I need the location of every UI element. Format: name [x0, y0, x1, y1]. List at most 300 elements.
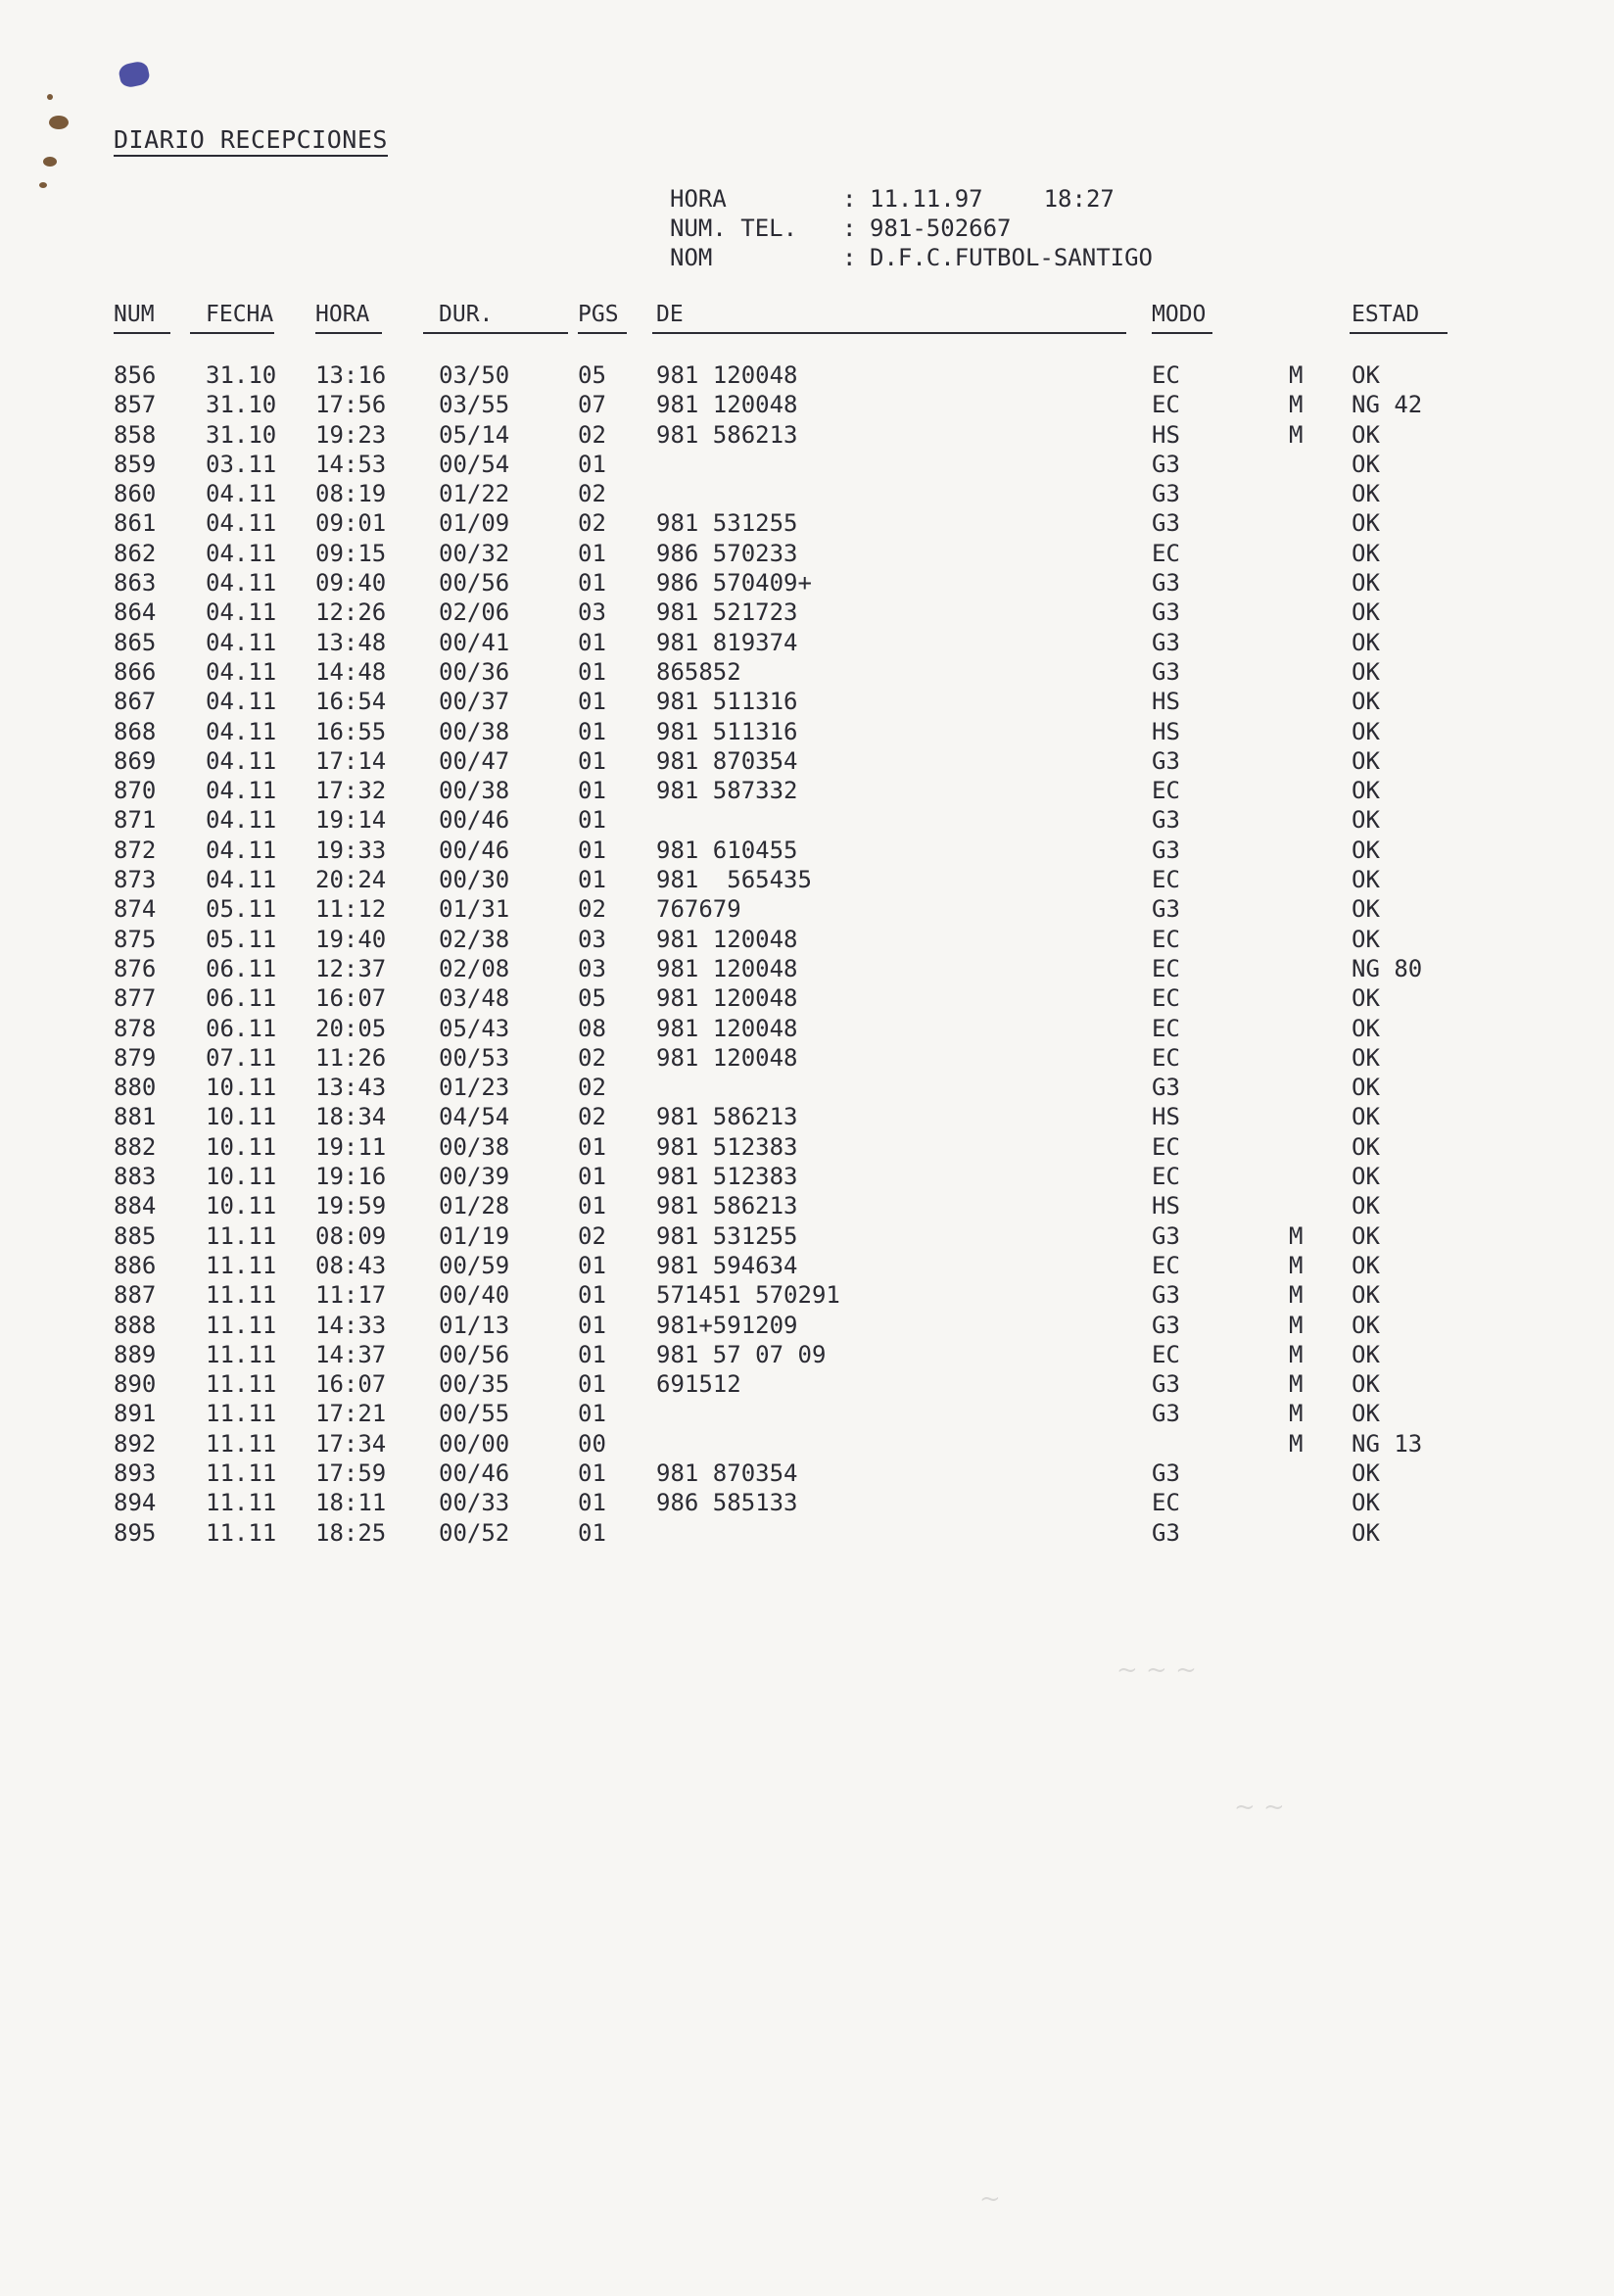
cell-modo: G3	[1152, 569, 1180, 598]
cell-fecha: 04.11	[206, 657, 277, 686]
table-row	[0, 509, 1614, 539]
cell-hora: 14:53	[315, 450, 387, 478]
cell-num: 857	[114, 391, 157, 419]
cell-num: 883	[114, 1163, 157, 1191]
cell-num: 868	[114, 717, 157, 745]
cell-estad: OK	[1352, 1251, 1380, 1279]
cell-de: 981 511316	[656, 717, 798, 745]
cell-dur: 00/30	[439, 866, 510, 894]
cell-de: 981 57 07 09	[656, 1340, 827, 1368]
cell-m: M	[1289, 361, 1304, 389]
cell-fecha: 31.10	[206, 391, 277, 419]
cell-num: 872	[114, 836, 157, 864]
cell-pgs: 02	[578, 1043, 606, 1072]
cell-num: 884	[114, 1192, 157, 1220]
cell-pgs: 01	[578, 1370, 606, 1399]
info-separator: :	[842, 185, 857, 213]
table-row	[0, 451, 1614, 480]
cell-modo: HS	[1152, 717, 1180, 745]
cell-pgs: 01	[578, 746, 606, 775]
cell-pgs: 01	[578, 628, 606, 656]
cell-de: 571451 570291	[656, 1281, 840, 1310]
table-row	[0, 1044, 1614, 1074]
cell-fecha: 04.11	[206, 746, 277, 775]
cell-num: 881	[114, 1103, 157, 1131]
cell-fecha: 07.11	[206, 1043, 277, 1072]
cell-de: 981 587332	[656, 777, 798, 805]
cell-dur: 00/38	[439, 717, 510, 745]
cell-estad: OK	[1352, 1518, 1380, 1547]
cell-estad: OK	[1352, 746, 1380, 775]
cell-pgs: 01	[578, 569, 606, 598]
table-row	[0, 866, 1614, 895]
info-value: 981-502667	[870, 215, 1012, 242]
punch-hole-mark	[43, 157, 57, 167]
cell-de: 981 120048	[656, 954, 798, 982]
cell-de: 981 120048	[656, 361, 798, 389]
cell-hora: 11:12	[315, 895, 387, 924]
cell-num: 891	[114, 1400, 157, 1428]
report-title: DIARIO RECEPCIONES	[114, 125, 388, 157]
cell-estad: OK	[1352, 480, 1380, 508]
cell-hora: 16:07	[315, 1370, 387, 1399]
cell-modo: HS	[1152, 688, 1180, 716]
cell-hora: 14:33	[315, 1311, 387, 1339]
cell-estad: OK	[1352, 866, 1380, 894]
table-row	[0, 391, 1614, 420]
cell-modo: G3	[1152, 1370, 1180, 1399]
cell-dur: 00/59	[439, 1251, 510, 1279]
column-header-num: NUM	[114, 302, 155, 327]
cell-pgs: 01	[578, 717, 606, 745]
cell-num: 894	[114, 1489, 157, 1517]
cell-modo: EC	[1152, 1043, 1180, 1072]
cell-modo: EC	[1152, 866, 1180, 894]
cell-fecha: 04.11	[206, 806, 277, 835]
cell-modo: EC	[1152, 1251, 1180, 1279]
header-underline	[114, 332, 170, 334]
cell-m: M	[1289, 1429, 1304, 1458]
cell-hora: 18:25	[315, 1518, 387, 1547]
table-row	[0, 1430, 1614, 1459]
cell-modo: G3	[1152, 628, 1180, 656]
cell-de: 981 521723	[656, 598, 798, 627]
cell-fecha: 04.11	[206, 480, 277, 508]
cell-num: 859	[114, 450, 157, 478]
cell-fecha: 31.10	[206, 361, 277, 389]
cell-dur: 04/54	[439, 1103, 510, 1131]
cell-estad: OK	[1352, 688, 1380, 716]
cell-modo: EC	[1152, 925, 1180, 953]
cell-num: 869	[114, 746, 157, 775]
cell-de: 986 570409+	[656, 569, 812, 598]
cell-num: 862	[114, 539, 157, 567]
cell-fecha: 31.10	[206, 420, 277, 449]
cell-estad: NG 42	[1352, 391, 1423, 419]
cell-fecha: 11.11	[206, 1370, 277, 1399]
cell-estad: OK	[1352, 895, 1380, 924]
cell-fecha: 04.11	[206, 688, 277, 716]
cell-m: M	[1289, 391, 1304, 419]
cell-num: 875	[114, 925, 157, 953]
cell-dur: 02/06	[439, 598, 510, 627]
cell-hora: 17:32	[315, 777, 387, 805]
cell-hora: 16:07	[315, 984, 387, 1013]
cell-modo: EC	[1152, 1163, 1180, 1191]
cell-estad: OK	[1352, 1014, 1380, 1042]
cell-modo: G3	[1152, 746, 1180, 775]
cell-estad: OK	[1352, 657, 1380, 686]
cell-de: 981 586213	[656, 1103, 798, 1131]
table-row	[0, 1222, 1614, 1252]
cell-hora: 14:37	[315, 1340, 387, 1368]
header-underline	[190, 332, 274, 334]
cell-hora: 17:21	[315, 1400, 387, 1428]
cell-modo: G3	[1152, 509, 1180, 538]
info-value: 11.11.97	[870, 185, 983, 213]
cell-estad: OK	[1352, 1459, 1380, 1487]
cell-num: 863	[114, 569, 157, 598]
cell-fecha: 11.11	[206, 1281, 277, 1310]
cell-dur: 01/31	[439, 895, 510, 924]
cell-dur: 05/14	[439, 420, 510, 449]
cell-de: 767679	[656, 895, 741, 924]
bleed-through-text: ~ ~	[1234, 1793, 1285, 1822]
table-row	[0, 806, 1614, 836]
cell-pgs: 01	[578, 539, 606, 567]
cell-fecha: 10.11	[206, 1132, 277, 1161]
cell-pgs: 01	[578, 777, 606, 805]
cell-estad: NG 13	[1352, 1429, 1423, 1458]
cell-num: 876	[114, 954, 157, 982]
cell-modo: EC	[1152, 954, 1180, 982]
header-underline	[652, 332, 1126, 334]
cell-m: M	[1289, 1281, 1304, 1310]
table-row	[0, 1341, 1614, 1370]
cell-dur: 00/52	[439, 1518, 510, 1547]
cell-num: 892	[114, 1429, 157, 1458]
cell-hora: 19:40	[315, 925, 387, 953]
cell-fecha: 03.11	[206, 450, 277, 478]
cell-num: 888	[114, 1311, 157, 1339]
cell-dur: 01/09	[439, 509, 510, 538]
cell-num: 873	[114, 866, 157, 894]
cell-hora: 08:09	[315, 1221, 387, 1250]
cell-dur: 02/08	[439, 954, 510, 982]
cell-pgs: 01	[578, 1489, 606, 1517]
cell-estad: OK	[1352, 509, 1380, 538]
cell-estad: OK	[1352, 1163, 1380, 1191]
table-row	[0, 837, 1614, 866]
cell-fecha: 11.11	[206, 1340, 277, 1368]
cell-num: 878	[114, 1014, 157, 1042]
cell-hora: 19:23	[315, 420, 387, 449]
table-row	[0, 777, 1614, 806]
cell-fecha: 10.11	[206, 1103, 277, 1131]
cell-dur: 01/22	[439, 480, 510, 508]
table-row	[0, 540, 1614, 569]
table-row	[0, 747, 1614, 777]
cell-pgs: 01	[578, 1400, 606, 1428]
table-row	[0, 1370, 1614, 1400]
cell-m: M	[1289, 420, 1304, 449]
cell-de: 981+591209	[656, 1311, 798, 1339]
cell-pgs: 01	[578, 1340, 606, 1368]
cell-de: 981 120048	[656, 925, 798, 953]
table-row	[0, 1489, 1614, 1518]
info-row	[670, 214, 1153, 243]
cell-num: 882	[114, 1132, 157, 1161]
cell-estad: OK	[1352, 836, 1380, 864]
cell-modo: EC	[1152, 1132, 1180, 1161]
cell-estad: OK	[1352, 1132, 1380, 1161]
cell-num: 895	[114, 1518, 157, 1547]
info-row	[670, 243, 1153, 272]
cell-fecha: 11.11	[206, 1221, 277, 1250]
cell-estad: OK	[1352, 1370, 1380, 1399]
column-header-de: DE	[656, 302, 684, 327]
cell-dur: 00/47	[439, 746, 510, 775]
cell-modo: G3	[1152, 1518, 1180, 1547]
cell-modo: EC	[1152, 361, 1180, 389]
cell-de: 981 512383	[656, 1163, 798, 1191]
cell-dur: 01/23	[439, 1074, 510, 1102]
cell-modo: EC	[1152, 539, 1180, 567]
report-info-block	[670, 184, 1153, 272]
cell-fecha: 06.11	[206, 954, 277, 982]
cell-hora: 19:11	[315, 1132, 387, 1161]
cell-num: 886	[114, 1251, 157, 1279]
table-row	[0, 1519, 1614, 1549]
cell-pgs: 07	[578, 391, 606, 419]
cell-de: 981 531255	[656, 1221, 798, 1250]
cell-num: 865	[114, 628, 157, 656]
cell-dur: 03/55	[439, 391, 510, 419]
cell-modo: G3	[1152, 598, 1180, 627]
table-row	[0, 1015, 1614, 1044]
cell-m: M	[1289, 1251, 1304, 1279]
cell-hora: 12:26	[315, 598, 387, 627]
cell-de: 981 819374	[656, 628, 798, 656]
cell-dur: 00/56	[439, 1340, 510, 1368]
cell-fecha: 11.11	[206, 1518, 277, 1547]
cell-dur: 00/33	[439, 1489, 510, 1517]
cell-pgs: 02	[578, 1103, 606, 1131]
cell-num: 879	[114, 1043, 157, 1072]
column-header-modo: MODO	[1152, 302, 1207, 327]
cell-de: 981 511316	[656, 688, 798, 716]
cell-num: 885	[114, 1221, 157, 1250]
cell-estad: OK	[1352, 1043, 1380, 1072]
cell-dur: 00/36	[439, 657, 510, 686]
cell-estad: OK	[1352, 1400, 1380, 1428]
cell-dur: 00/46	[439, 806, 510, 835]
cell-pgs: 01	[578, 1518, 606, 1547]
cell-modo: EC	[1152, 777, 1180, 805]
cell-num: 877	[114, 984, 157, 1013]
cell-dur: 00/39	[439, 1163, 510, 1191]
cell-hora: 09:40	[315, 569, 387, 598]
header-underline	[578, 332, 627, 334]
cell-de: 691512	[656, 1370, 741, 1399]
cell-fecha: 11.11	[206, 1251, 277, 1279]
table-row	[0, 718, 1614, 747]
cell-modo: EC	[1152, 1489, 1180, 1517]
cell-fecha: 10.11	[206, 1192, 277, 1220]
cell-hora: 12:37	[315, 954, 387, 982]
cell-pgs: 01	[578, 1251, 606, 1279]
cell-fecha: 10.11	[206, 1163, 277, 1191]
cell-num: 856	[114, 361, 157, 389]
cell-num: 880	[114, 1074, 157, 1102]
cell-hora: 08:19	[315, 480, 387, 508]
cell-pgs: 01	[578, 806, 606, 835]
cell-de: 986 585133	[656, 1489, 798, 1517]
cell-hora: 16:55	[315, 717, 387, 745]
cell-pgs: 01	[578, 657, 606, 686]
cell-dur: 00/38	[439, 1132, 510, 1161]
cell-estad: OK	[1352, 717, 1380, 745]
cell-de: 981 870354	[656, 1459, 798, 1487]
table-row	[0, 688, 1614, 717]
cell-fecha: 04.11	[206, 777, 277, 805]
table-row	[0, 955, 1614, 984]
cell-estad: OK	[1352, 361, 1380, 389]
cell-modo: G3	[1152, 806, 1180, 835]
cell-de: 981 120048	[656, 984, 798, 1013]
table-header	[0, 302, 1614, 335]
column-header-dur: DUR.	[439, 302, 494, 327]
cell-pgs: 02	[578, 420, 606, 449]
cell-dur: 01/13	[439, 1311, 510, 1339]
cell-pgs: 01	[578, 450, 606, 478]
cell-fecha: 11.11	[206, 1311, 277, 1339]
cell-pgs: 08	[578, 1014, 606, 1042]
cell-fecha: 05.11	[206, 895, 277, 924]
header-underline	[423, 332, 568, 334]
cell-fecha: 11.11	[206, 1429, 277, 1458]
cell-num: 889	[114, 1340, 157, 1368]
cell-pgs: 01	[578, 688, 606, 716]
cell-de: 981 586213	[656, 1192, 798, 1220]
reception-table-body	[0, 361, 1614, 1549]
cell-dur: 01/19	[439, 1221, 510, 1250]
cell-modo: G3	[1152, 450, 1180, 478]
cell-pgs: 01	[578, 1311, 606, 1339]
cell-estad: OK	[1352, 925, 1380, 953]
cell-pgs: 01	[578, 866, 606, 894]
cell-hora: 11:17	[315, 1281, 387, 1310]
table-row	[0, 895, 1614, 925]
cell-hora: 17:59	[315, 1459, 387, 1487]
cell-pgs: 00	[578, 1429, 606, 1458]
cell-estad: OK	[1352, 1221, 1380, 1250]
cell-modo: HS	[1152, 1103, 1180, 1131]
cell-num: 890	[114, 1370, 157, 1399]
info-label: NOM	[670, 244, 713, 271]
cell-pgs: 01	[578, 1163, 606, 1191]
cell-modo: G3	[1152, 1400, 1180, 1428]
cell-de: 981 120048	[656, 391, 798, 419]
cell-dur: 02/38	[439, 925, 510, 953]
cell-m: M	[1289, 1370, 1304, 1399]
cell-fecha: 05.11	[206, 925, 277, 953]
cell-de: 981 512383	[656, 1132, 798, 1161]
column-header-estad: ESTAD	[1352, 302, 1420, 327]
info-label: NUM. TEL.	[670, 215, 798, 242]
cell-estad: OK	[1352, 1192, 1380, 1220]
cell-estad: NG 80	[1352, 954, 1423, 982]
cell-modo: EC	[1152, 1014, 1180, 1042]
cell-hora: 19:33	[315, 836, 387, 864]
cell-fecha: 04.11	[206, 539, 277, 567]
punch-hole-mark	[47, 94, 53, 100]
cell-num: 858	[114, 420, 157, 449]
table-row	[0, 480, 1614, 509]
cell-fecha: 04.11	[206, 866, 277, 894]
cell-estad: OK	[1352, 569, 1380, 598]
cell-pgs: 02	[578, 509, 606, 538]
cell-estad: OK	[1352, 1281, 1380, 1310]
cell-fecha: 04.11	[206, 598, 277, 627]
cell-fecha: 04.11	[206, 628, 277, 656]
table-row	[0, 984, 1614, 1014]
cell-de: 981 870354	[656, 746, 798, 775]
cell-hora: 11:26	[315, 1043, 387, 1072]
cell-pgs: 02	[578, 895, 606, 924]
cell-pgs: 01	[578, 1192, 606, 1220]
cell-dur: 00/38	[439, 777, 510, 805]
table-row	[0, 926, 1614, 955]
cell-dur: 00/54	[439, 450, 510, 478]
cell-num: 864	[114, 598, 157, 627]
cell-pgs: 03	[578, 598, 606, 627]
cell-estad: OK	[1352, 420, 1380, 449]
column-header-fecha: FECHA	[206, 302, 274, 327]
cell-pgs: 05	[578, 361, 606, 389]
cell-dur: 05/43	[439, 1014, 510, 1042]
table-row	[0, 1252, 1614, 1281]
cell-pgs: 01	[578, 1132, 606, 1161]
header-underline	[1350, 332, 1448, 334]
cell-dur: 00/00	[439, 1429, 510, 1458]
cell-modo: HS	[1152, 420, 1180, 449]
cell-m: M	[1289, 1311, 1304, 1339]
cell-num: 871	[114, 806, 157, 835]
info-value: D.F.C.FUTBOL-SANTIGO	[870, 244, 1153, 271]
cell-m: M	[1289, 1340, 1304, 1368]
info-label: HORA	[670, 185, 727, 213]
table-row	[0, 658, 1614, 688]
cell-hora: 14:48	[315, 657, 387, 686]
cell-pgs: 01	[578, 836, 606, 864]
cell-modo: EC	[1152, 391, 1180, 419]
table-row	[0, 629, 1614, 658]
cell-estad: OK	[1352, 1340, 1380, 1368]
cell-modo: G3	[1152, 1459, 1180, 1487]
cell-hora: 08:43	[315, 1251, 387, 1279]
cell-hora: 18:34	[315, 1103, 387, 1131]
cell-hora: 13:16	[315, 361, 387, 389]
cell-hora: 20:05	[315, 1014, 387, 1042]
cell-num: 874	[114, 895, 157, 924]
cell-num: 861	[114, 509, 157, 538]
cell-de: 981 565435	[656, 866, 812, 894]
cell-de: 981 610455	[656, 836, 798, 864]
cell-modo: HS	[1152, 1192, 1180, 1220]
table-row	[0, 1074, 1614, 1103]
cell-estad: OK	[1352, 1489, 1380, 1517]
